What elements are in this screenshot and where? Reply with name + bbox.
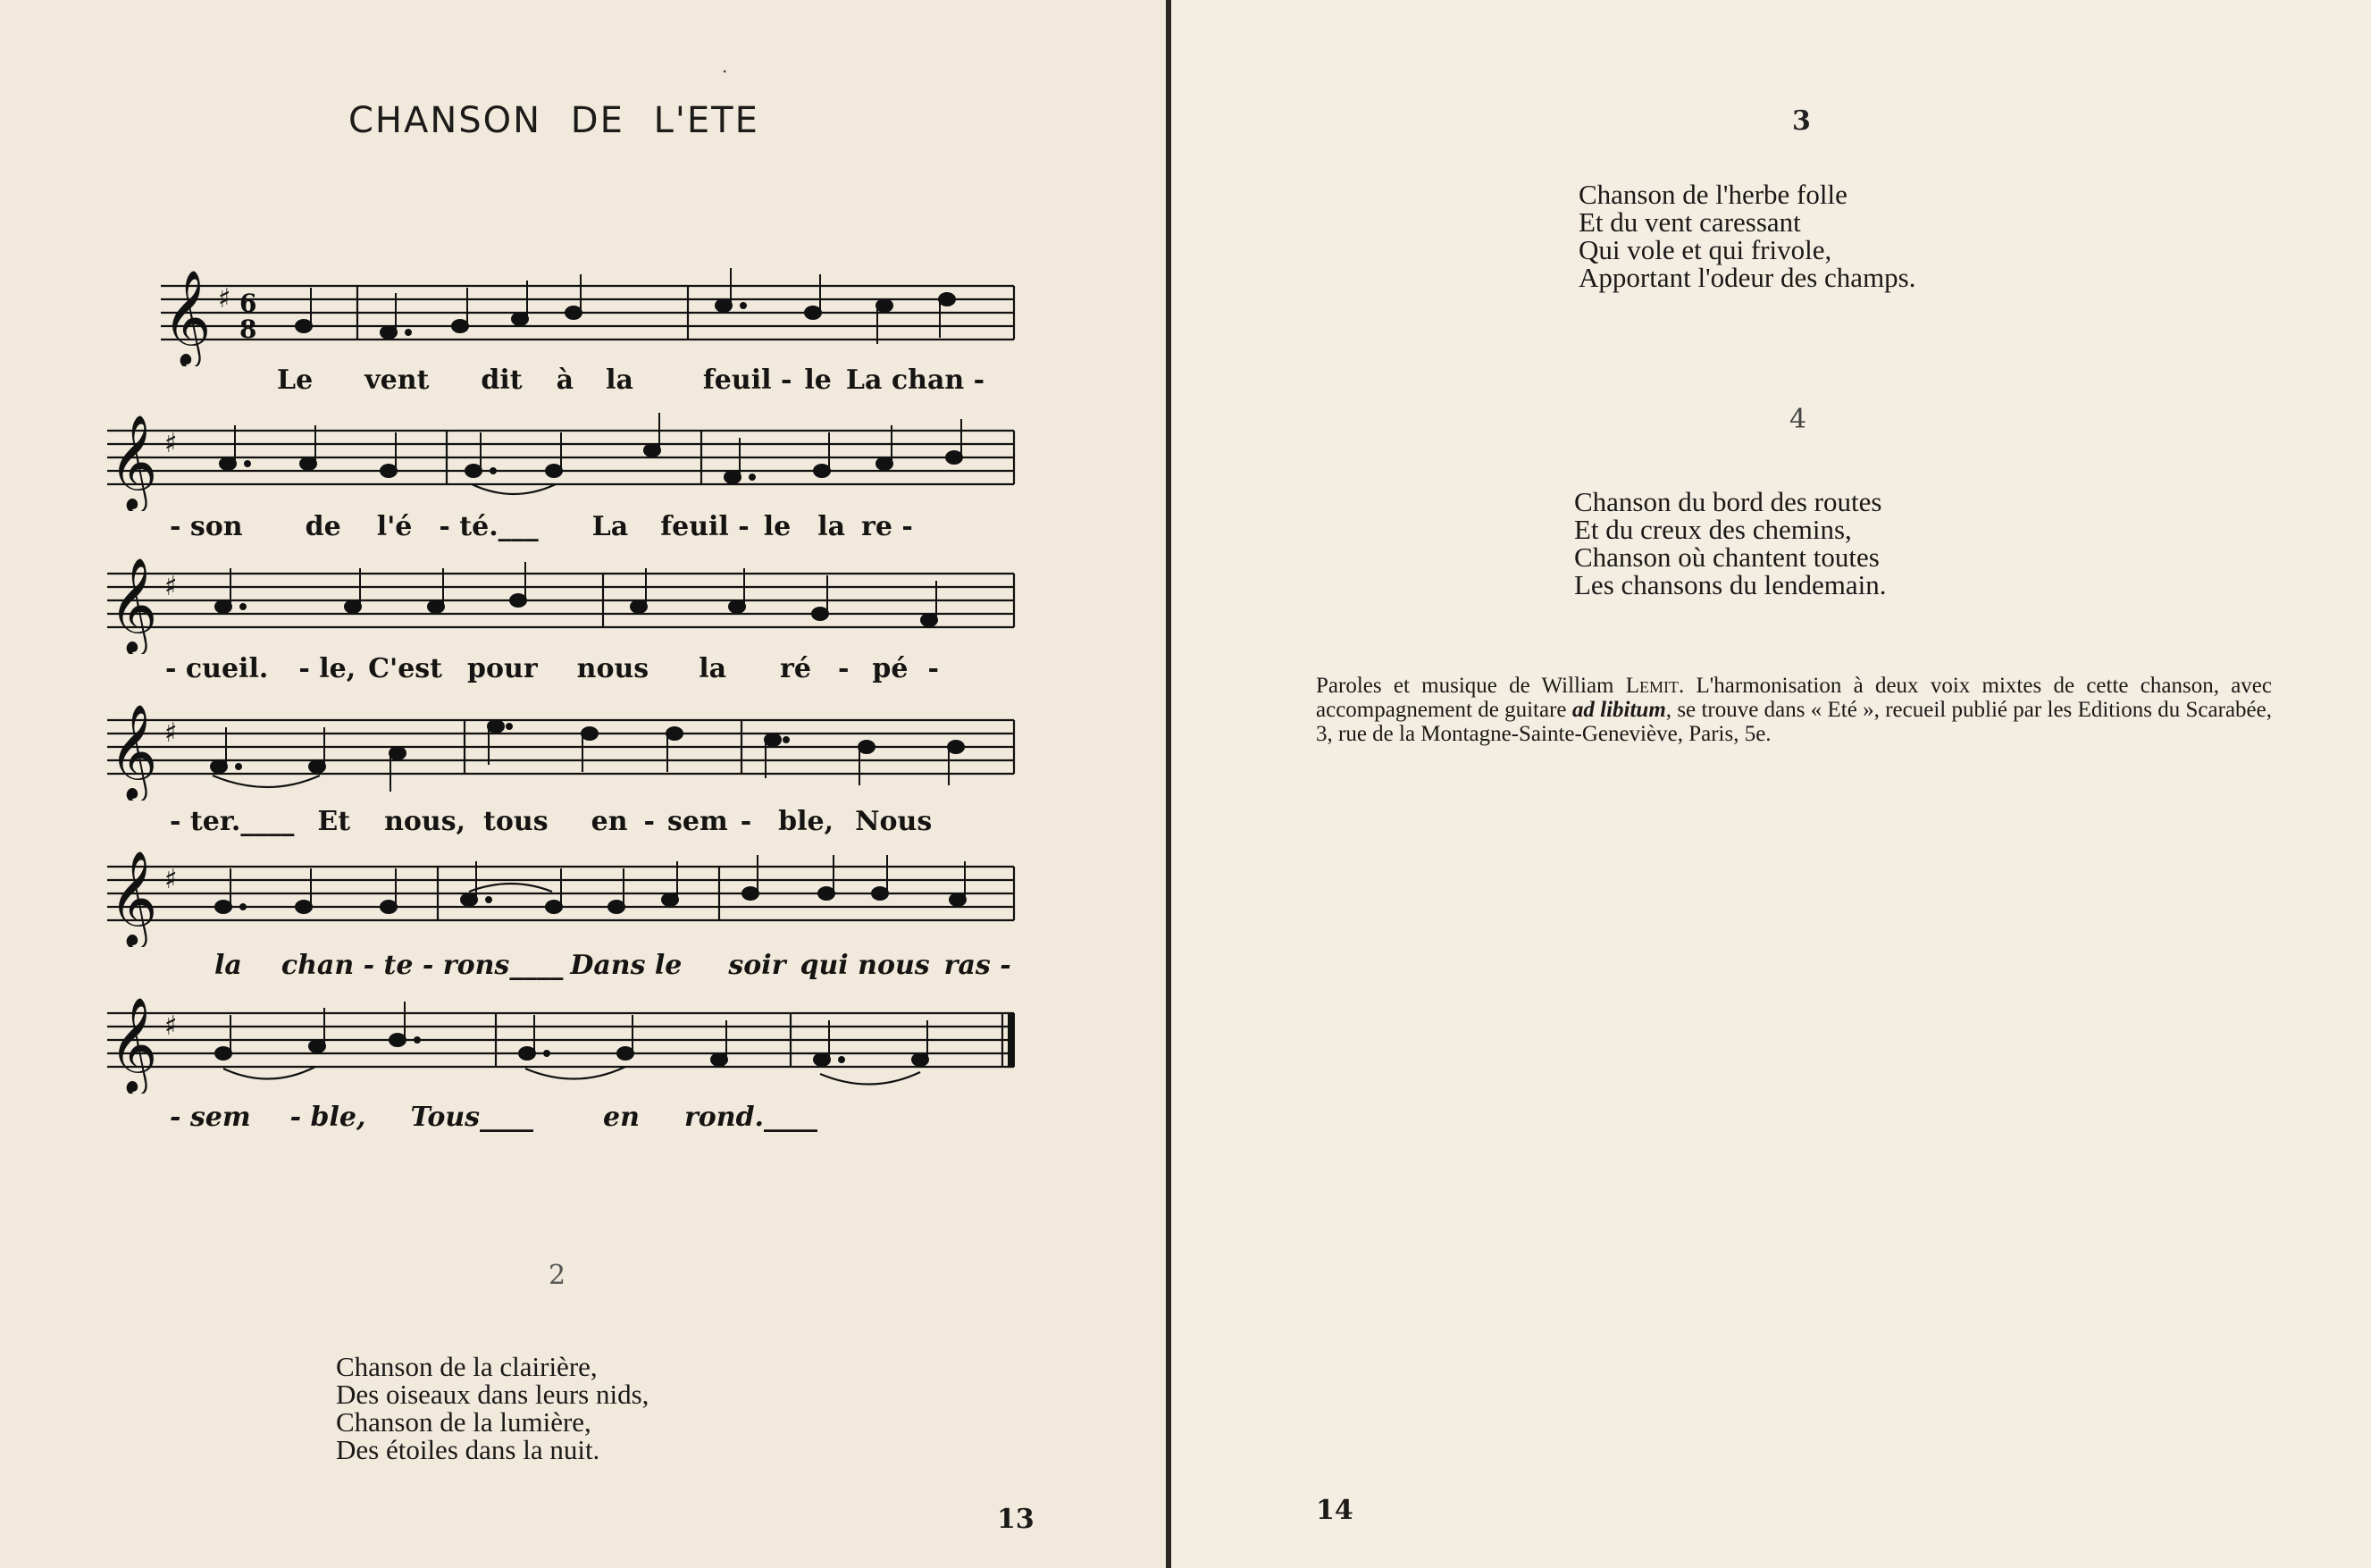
verse-number-3: 3 — [1792, 105, 1811, 137]
music-staff-2 — [98, 413, 1018, 511]
verse-4: Chanson du bord des routes Et du creux des chemins, Chanson où chantent toutes Les chansons du lendemain. — [1574, 486, 1887, 600]
svg-text:𝄞: 𝄞 — [109, 557, 158, 652]
music-staff-5 — [98, 849, 1018, 947]
verse-3: Chanson de l'herbe folle Et du vent caressant Qui vole et qui frivole, Apportant l'odeur des champs. — [1579, 179, 1916, 293]
credits-paragraph: Paroles et musique de William Lemit. L'harmonisation à deux voix mixtes de cette chanson, avec accompagnement de guitare ad libitum, se trouve dans « Eté », recueil publié par les Editions du Scarabée, 3, rue de la Montagne-Sainte-Geneviève, Paris, 5e. — [1316, 674, 2272, 746]
svg-text:♯: ♯ — [164, 717, 178, 749]
page-number-right: 14 — [1316, 1495, 1353, 1526]
lyric-line-6: - sem - ble, Tous____ en rond.____ — [170, 1102, 817, 1133]
lyric-line-2: - son de l'é - té.___ La feuil - le la re - — [170, 511, 913, 542]
verse-number-4: 4 — [1789, 404, 1807, 435]
music-staff-1 — [143, 268, 1018, 366]
svg-text:8: 8 — [239, 314, 257, 344]
svg-text:♯: ♯ — [164, 428, 178, 459]
svg-text:♯: ♯ — [218, 283, 231, 314]
svg-text:6: 6 — [239, 289, 257, 318]
svg-text:𝄞: 𝄞 — [109, 703, 158, 799]
svg-text:♯: ♯ — [164, 1010, 178, 1042]
svg-text:𝄞: 𝄞 — [109, 996, 158, 1092]
music-staff-6 — [98, 995, 1018, 1094]
svg-text:♯: ♯ — [164, 864, 178, 895]
svg-text:𝄞: 𝄞 — [163, 269, 212, 365]
svg-text:𝄞: 𝄞 — [109, 414, 158, 509]
verse-2: Chanson de la clairière, Des oiseaux dans leurs nids, Chanson de la lumière, Des étoiles dans la nuit. — [336, 1351, 649, 1465]
music-staff-3 — [98, 556, 1018, 654]
ink-dot: . — [722, 55, 728, 77]
lyric-line-1: Le vent dit à la feuil - le La chan - — [277, 365, 985, 396]
left-page — [0, 0, 1166, 1568]
svg-text:♯: ♯ — [164, 571, 178, 602]
lyric-line-4: - ter.____ Et nous, tous en - sem - ble, Nous — [170, 806, 933, 837]
song-title: CHANSON DE L'ETE — [348, 100, 759, 141]
music-staff-4 — [98, 702, 1018, 801]
lyric-line-5: la chan - te - rons____ Dans le soir qui nous ras - — [214, 950, 1011, 981]
svg-text:𝄞: 𝄞 — [109, 850, 158, 945]
lyric-line-3: - cueil. - le, C'est pour nous la ré - pé - — [165, 653, 939, 684]
page-number-left: 13 — [997, 1504, 1035, 1535]
verse-number-2: 2 — [549, 1260, 566, 1291]
right-page — [1171, 0, 2371, 1568]
